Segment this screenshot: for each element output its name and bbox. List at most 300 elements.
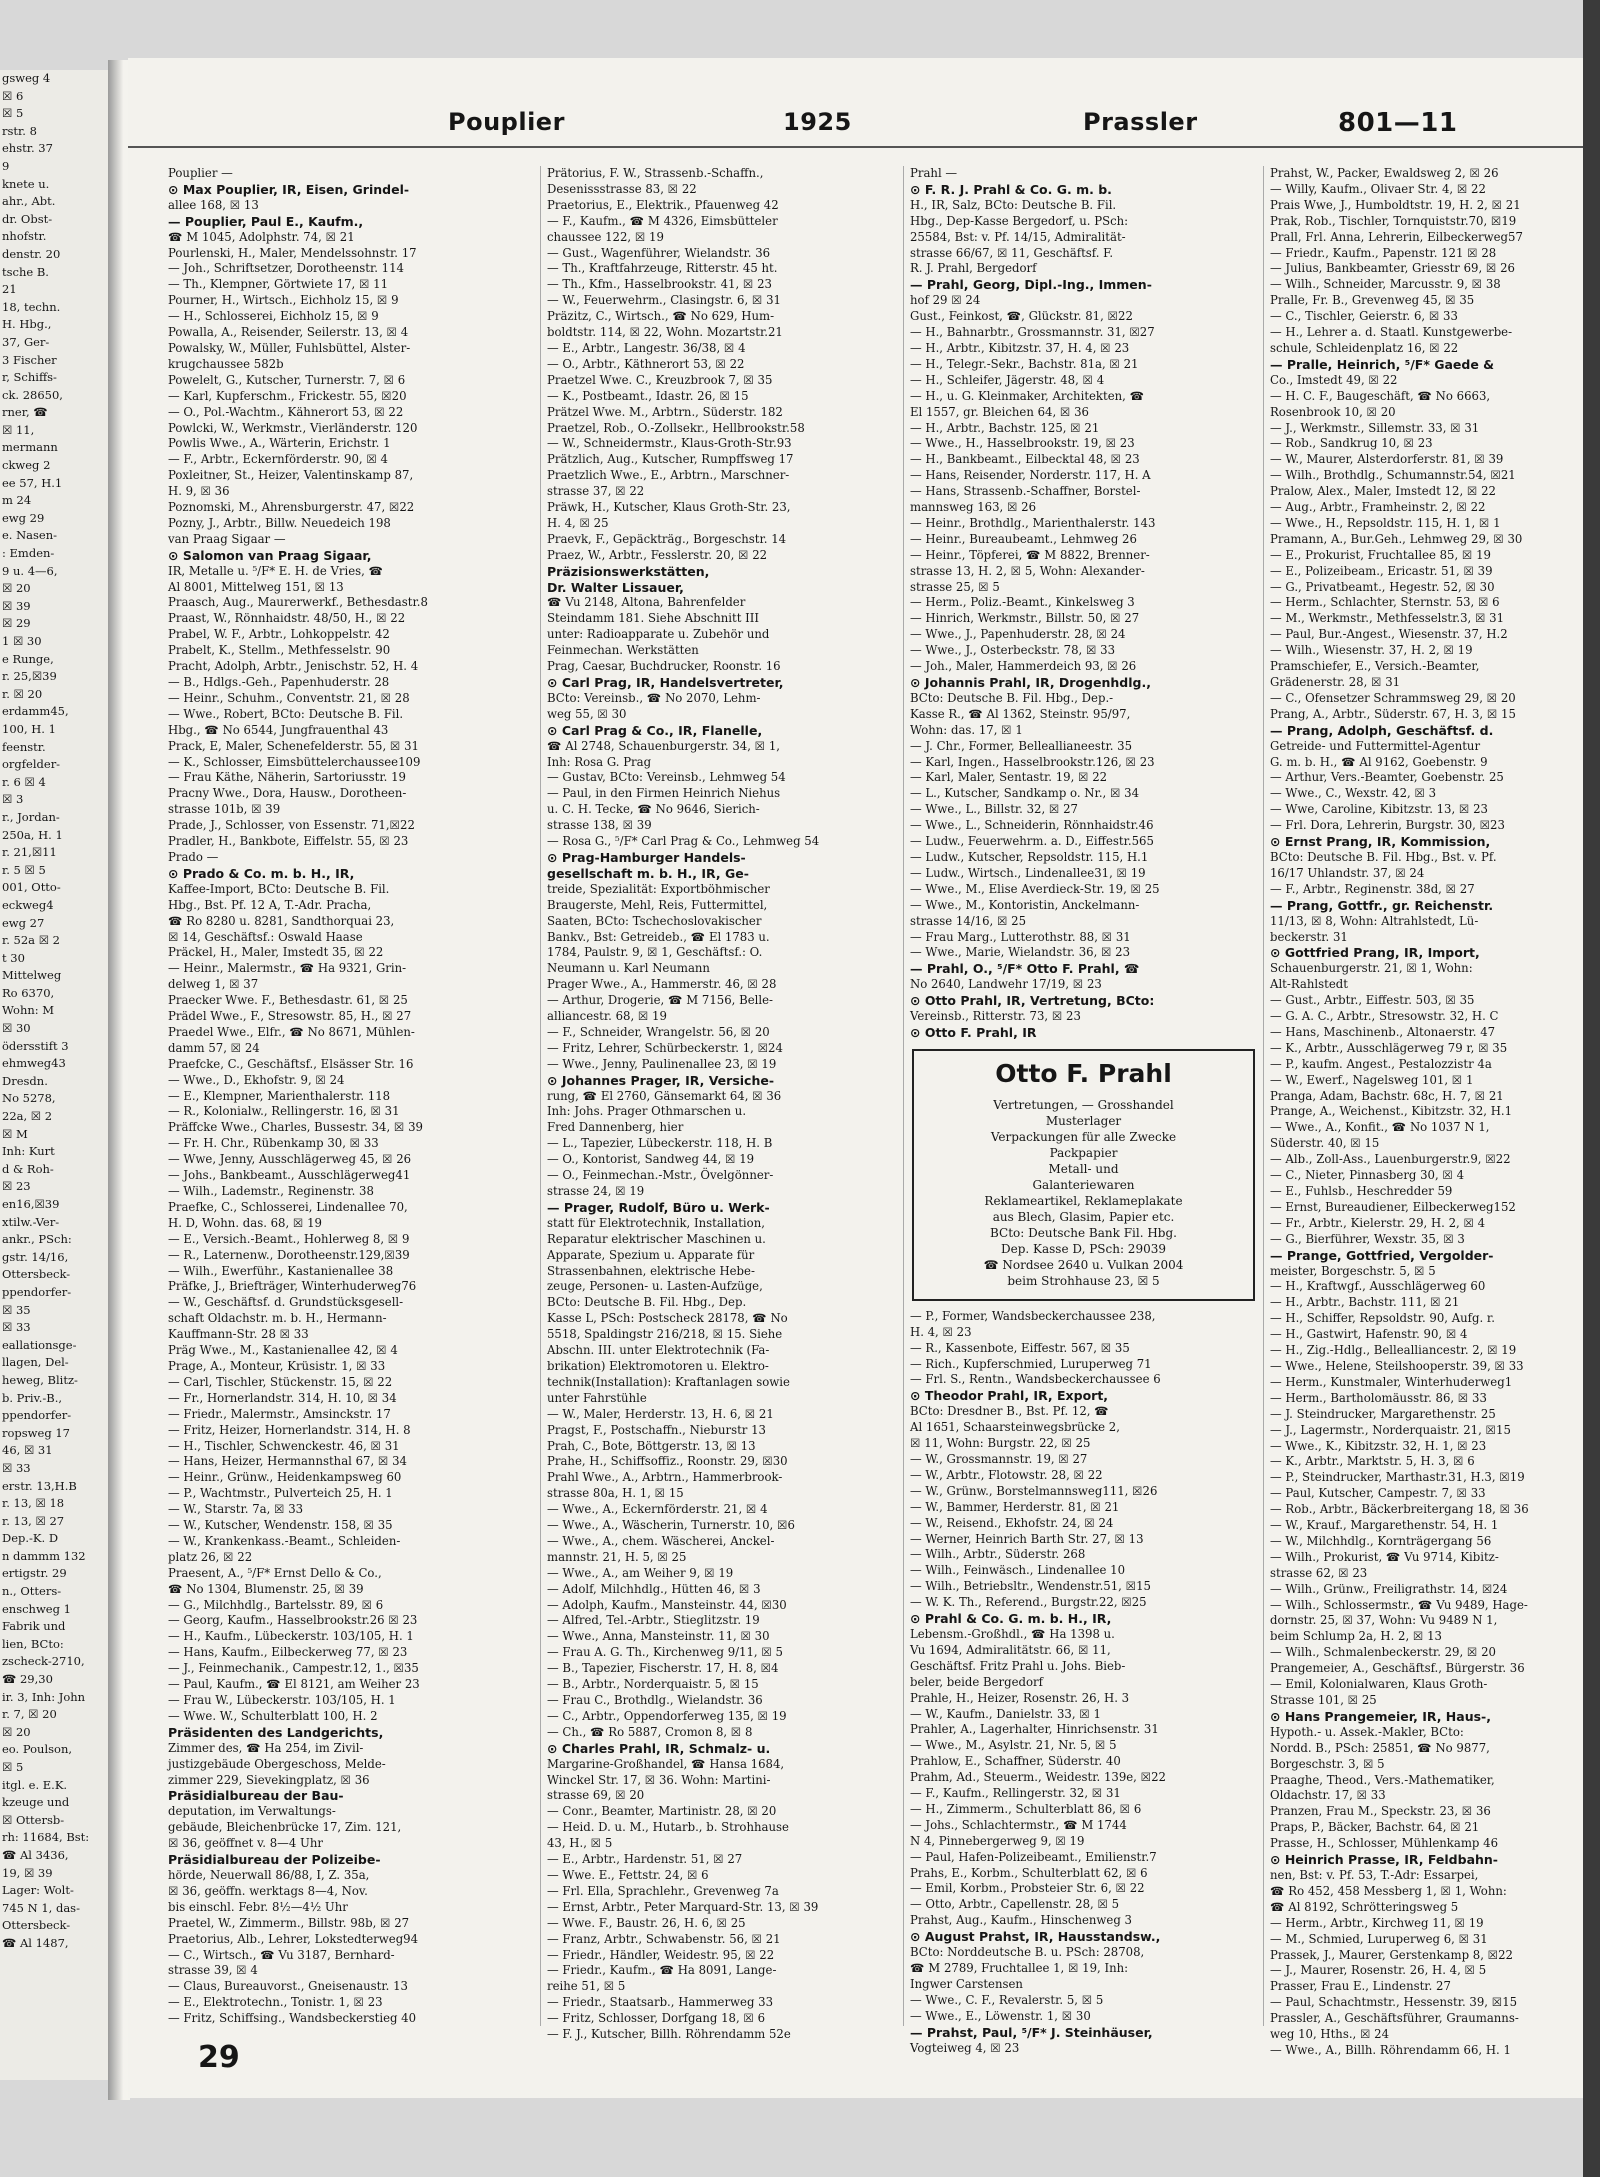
directory-entry-line: BCto: Deutsche B. Fil. Hbg., Dep.- [910, 690, 1114, 705]
directory-entry-line: ☎ Al 8192, Schrötteringsweg 5 [1270, 1899, 1459, 1914]
directory-entry-line: ⊙ August Prahst, IR, Hausstandsw., [910, 1929, 1161, 1945]
directory-entry-line: ☎ No 1304, Blumenstr. 25, ☒ 39 [168, 1581, 364, 1596]
previous-page-line: d & Roh- [2, 1161, 54, 1176]
directory-entry-line: — Karl, Maler, Sentastr. 19, ☒ 22 [910, 770, 1108, 785]
directory-entry-line: — B., Tapezier, Fischerstr. 17, H. 8, ☒4 [547, 1661, 779, 1676]
directory-entry-line: — G., Milchhdlg., Bartelsstr. 89, ☒ 6 [168, 1597, 384, 1612]
directory-entry-line: H. D, Wohn. das. 68, ☒ 19 [168, 1215, 322, 1230]
previous-page-line: ertigstr. 29 [2, 1566, 67, 1581]
directory-entry-line: Pourlenski, H., Maler, Mendelssohnstr. 17 [168, 245, 417, 260]
previous-page-line: ppendorfer- [2, 1284, 72, 1299]
directory-entry-line: — Wwe., A., Konfit., ☎ No 1037 N 1, [1270, 1120, 1490, 1135]
directory-entry-line: — H., u. G. Kleinmaker, Architekten, ☎ [910, 388, 1145, 403]
directory-entry-line: — J., Maurer, Rosenstr. 26, H. 4, ☒ 5 [1270, 1963, 1487, 1978]
directory-entry-line: meister, Borgeschstr. 5, ☒ 5 [1270, 1263, 1436, 1278]
directory-entry-line: 1784, Paulstr. 9, ☒ 1, Geschäftsf.: O. [547, 945, 763, 960]
previous-page-line: ck. 28650, [2, 387, 63, 402]
directory-entry-line: — H., Gastwirt, Hafenstr. 90, ☒ 4 [1270, 1327, 1468, 1342]
directory-entry-line: Hbg., Bst. Pf. 12 A, T.-Adr. Pracha, [168, 897, 372, 912]
advertisement-title: Otto F. Prahl [995, 1058, 1172, 1088]
directory-entry-line: Präsidialbureau der Polizeibe- [168, 1852, 381, 1868]
previous-page-line: orgfelder- [2, 757, 61, 772]
directory-entry-line: — E., Klempner, Marienthalerstr. 118 [168, 1088, 391, 1103]
previous-page-line: 21 [2, 282, 17, 297]
previous-page-line: ☒ 35 [2, 1302, 31, 1317]
directory-entry-line: — H., Schiffer, Repsoldstr. 90, Aufg. r. [1270, 1311, 1495, 1326]
previous-page-line: 745 N 1, das- [2, 1900, 80, 1915]
previous-page-line: 22a, ☒ 2 [2, 1109, 53, 1124]
directory-entry-line: — Johs., Bankbeamt., Ausschlägerweg41 [168, 1168, 411, 1183]
directory-entry-line: — W., Starstr. 7a, ☒ 33 [168, 1502, 304, 1517]
previous-page-line: ppendorfer- [2, 1408, 72, 1423]
directory-entry-line: Pramann, A., Bur.Geh., Lehmweg 29, ☒ 30 [1270, 531, 1523, 546]
directory-entry-line: Prahe, H., Schiffsoffiz., Roonstr. 29, ☒30 [547, 1454, 788, 1469]
directory-entry-line: Vogteiweg 4, ☒ 23 [910, 2040, 1020, 2055]
directory-entry-line: — Prahl, O., ⁵/F* Otto F. Prahl, ☎ [910, 961, 1140, 977]
directory-entry-line: Oldachstr. 17, ☒ 33 [1270, 1788, 1386, 1803]
directory-entry-line: dornstr. 25, ☒ 37, Wohn: Vu 9489 N 1, [1270, 1613, 1498, 1628]
directory-entry-line: 5518, Spaldingstr 216/218, ☒ 15. Siehe [547, 1327, 783, 1342]
directory-entry-line: — Herm., Arbtr., Kirchweg 11, ☒ 19 [1270, 1915, 1484, 1930]
directory-entry-line: delweg 1, ☒ 37 [168, 977, 259, 992]
directory-entry-line: — H., Schlosserei, Eichholz 15, ☒ 9 [168, 309, 379, 324]
previous-page-line: r. 6 ☒ 4 [2, 774, 46, 789]
directory-entry-line: — F., Kaufm., Rellingerstr. 32, ☒ 31 [910, 1786, 1121, 1801]
directory-entry-line: — E., Polizeibeam., Ericastr. 51, ☒ 39 [1270, 563, 1493, 578]
directory-entry-line: Al 8001, Mittelweg 151, ☒ 13 [168, 579, 344, 594]
directory-entry-line: — Frau C., Brothdlg., Wielandstr. 36 [547, 1693, 763, 1707]
directory-entry-line: Prahle, H., Heizer, Rosenstr. 26, H. 3 [910, 1690, 1130, 1705]
directory-entry-line: — Paul, Schachtmstr., Hessenstr. 39, ☒15 [1270, 1995, 1518, 2010]
directory-entry-line: Praetorius, E., Elektrik., Pfauenweg 42 [547, 197, 779, 212]
directory-entry-line: Pranzen, Frau M., Speckstr. 23, ☒ 36 [1270, 1804, 1491, 1819]
directory-entry-line: — Frl. Ella, Sprachlehr., Grevenweg 7a [547, 1883, 779, 1898]
directory-entry-line: ⊙ Max Pouplier, IR, Eisen, Grindel- [168, 181, 410, 197]
directory-entry-line: — Wwe., D., Ekhofstr. 9, ☒ 24 [168, 1072, 345, 1087]
directory-entry-line: — J., Werkmstr., Sillemstr. 33, ☒ 31 [1270, 420, 1480, 435]
header-rule [128, 146, 1588, 148]
directory-entry-line: — Th., Kraftfahrzeuge, Ritterstr. 45 ht. [547, 261, 778, 276]
previous-page-line: b. Priv.-B., [2, 1390, 63, 1405]
directory-entry-line: Pouplier — [168, 166, 233, 180]
previous-page-line: 37, Ger- [2, 334, 50, 349]
directory-entry-line: — Wwe., Anna, Mansteinstr. 11, ☒ 30 [547, 1629, 770, 1644]
previous-page-line: No 5278, [2, 1091, 56, 1106]
directory-entry-line: — Wwe., A., Eckernförderstr. 21, ☒ 4 [547, 1502, 768, 1517]
previous-page-line: r. 25,☒39 [2, 669, 57, 684]
directory-entry-line: Bankv., Bst: Getreideb., ☎ El 1783 u. [547, 929, 770, 944]
directory-entry-line: — H., Bankbeamt., Eilbecktal 48, ☒ 23 [910, 452, 1140, 467]
directory-entry-line: — H., Kaufm., Lübeckerstr. 103/105, H. 1 [168, 1629, 414, 1644]
directory-entry-line: BCto: Vereinsb., ☎ No 2070, Lehm- [547, 690, 761, 705]
directory-entry-line: — Friedr., Staatsarb., Hammerweg 33 [547, 1995, 774, 2010]
directory-entry-line: — Ernst, Bureaudiener, Eilbeckerweg152 [1270, 1199, 1516, 1214]
directory-entry-line: Apparate, Spezium u. Apparate für [547, 1247, 755, 1262]
previous-page-line: ewg 27 [2, 915, 45, 930]
advertisement-line: ☎ Nordsee 2640 u. Vulkan 2004 [983, 1257, 1184, 1272]
directory-entry-line: Präzitz, C., Wirtsch., ☎ No 629, Hum- [547, 309, 775, 324]
directory-entry-line: Powlis Wwe., A., Wärterin, Erichstr. 1 [168, 436, 391, 451]
directory-entry-line: strasse 14/16, ☒ 25 [910, 913, 1027, 928]
directory-entry-line: — Wwe., Helene, Steilshooperstr. 39, ☒ 33 [1270, 1358, 1524, 1373]
directory-entry-line: — Claus, Bureauvorst., Gneisenaustr. 13 [168, 1979, 408, 1994]
directory-entry-line: zimmer 229, Sievekingplatz, ☒ 36 [168, 1772, 370, 1787]
directory-entry-line: H. 4, ☒ 25 [547, 515, 609, 530]
directory-entry-line: — Joh., Maler, Hammerdeich 93, ☒ 26 [910, 659, 1137, 674]
column-3-entries-bottom [910, 1309, 1265, 2057]
directory-entry-line: — Paul, Kutscher, Campestr. 7, ☒ 33 [1270, 1486, 1486, 1501]
directory-entry-line: — Wwe., L., Billstr. 32, ☒ 27 [910, 802, 1078, 817]
directory-entry-line: — C., Arbtr., Oppendorferweg 135, ☒ 19 [547, 1708, 787, 1723]
previous-page-line: Wohn: M [2, 1003, 55, 1018]
previous-page-line: m 24 [2, 493, 32, 508]
directory-entry-line: bis einschl. Febr. 8½—4½ Uhr [168, 1899, 348, 1914]
directory-entry-line: Prabel, W. F., Arbtr., Lohkoppelstr. 42 [168, 627, 390, 642]
directory-entry-line: ⊙ Heinrich Prasse, IR, Feldbahn- [1270, 1852, 1498, 1868]
directory-entry-line: — B., Arbtr., Norderquaistr. 5, ☒ 15 [547, 1677, 759, 1692]
directory-entry-line: — Wwe., Marie, Wielandstr. 36, ☒ 23 [910, 945, 1131, 960]
directory-entry-line: — Paul, Hafen-Polizeibeamt., Emilienstr.7 [910, 1849, 1157, 1864]
previous-page-line: Inh: Kurt [2, 1144, 55, 1159]
directory-entry-line: — H., Kraftwgf., Ausschlägerweg 60 [1270, 1279, 1486, 1294]
directory-entry-line: H. 9, ☒ 36 [168, 484, 230, 499]
advertisement-line: Musterlager [1045, 1113, 1122, 1128]
directory-entry-line: — H., Arbtr., Kibitzstr. 37, H. 4, ☒ 23 [910, 340, 1130, 355]
directory-entry-line: Lebensm.-Großhdl., ☎ Ha 1398 u. [910, 1626, 1115, 1641]
directory-entry-line: — E., Arbtr., Hardenstr. 51, ☒ 27 [547, 1852, 743, 1867]
directory-entry-line: Praaghe, Theod., Vers.-Mathematiker, [1270, 1772, 1495, 1787]
previous-page-line: r. 13, ☒ 18 [2, 1496, 65, 1511]
directory-entry-line: ⊙ Prag-Hamburger Handels- [547, 849, 746, 865]
directory-entry-line: Prall, Frl. Anna, Lehrerin, Eilbeckerweg57 [1270, 229, 1523, 244]
directory-entry-line: — B., Hdlgs.-Geh., Papenhuderstr. 28 [168, 675, 390, 689]
directory-entry-line: — Paul, in den Firmen Heinrich Niehus [547, 786, 781, 801]
directory-entry-line: — W., Feuerwehrm., Clasingstr. 6, ☒ 31 [547, 293, 781, 308]
directory-entry-line: Prädel Wwe., F., Stresowstr. 85, H., ☒ 27 [168, 1009, 412, 1024]
directory-entry-line: Prahl — [910, 166, 958, 180]
directory-entry-line: — Prager, Rudolf, Büro u. Werk- [547, 1199, 770, 1215]
directory-entry-line: Strasse 101, ☒ 25 [1270, 1693, 1377, 1707]
previous-page-line: rner, ☎ [2, 405, 48, 420]
directory-entry-line: van Praag Sigaar — [168, 531, 286, 546]
previous-page-line: Ro 6370, [2, 985, 55, 1000]
directory-entry-line: Praetorius, Alb., Lehrer, Lokstedterweg94 [168, 1931, 419, 1946]
directory-entry-line: ⊙ Prahl & Co. G. m. b. H., IR, [910, 1611, 1112, 1627]
previous-page-line: ☎ Al 1487, [2, 1935, 69, 1950]
directory-entry-line: strasse 138, ☒ 39 [547, 818, 652, 833]
directory-entry-line: Prangemeier, A., Geschäftsf., Bürgerstr. 36 [1270, 1661, 1525, 1676]
previous-page-line: ☒ Ottersb- [2, 1812, 65, 1827]
directory-entry-line: — Fritz, Heizer, Hornerlandstr. 314, H. 8 [168, 1422, 411, 1437]
directory-entry-line: — Wwe. W., Schulterblatt 100, H. 2 [168, 1708, 378, 1723]
previous-page-line: 1 ☒ 30 [2, 634, 42, 648]
directory-entry-line: — J., Feinmechanik., Campestr.12, 1., ☒35 [168, 1661, 419, 1676]
previous-page-line: erdamm45, [2, 704, 69, 719]
directory-entry-line: Neumann u. Karl Neumann [547, 961, 710, 976]
directory-entry-line: — H., Telegr.-Sekr., Bachstr. 81a, ☒ 21 [910, 356, 1139, 371]
previous-page-line: ehstr. 37 [2, 141, 53, 156]
directory-entry-line: — Heinr., Töpferei, ☎ M 8822, Brenner- [910, 547, 1150, 562]
directory-entry-line: Co., Imstedt 49, ☒ 22 [1270, 372, 1398, 387]
directory-entry-line: ☒ 36, geöffnet v. 8—4 Uhr [168, 1836, 323, 1851]
directory-entry-line: — O., Arbtr., Käthnerort 53, ☒ 22 [547, 356, 745, 371]
directory-entry-line: Prahl Wwe., A., Arbtrn., Hammerbrook- [547, 1470, 783, 1485]
previous-page-line: Ottersbeck- [2, 1267, 71, 1282]
directory-entry-line: Präffcke Wwe., Charles, Bussestr. 34, ☒ 39 [168, 1120, 423, 1135]
directory-entry-line: — Wilh., Lademstr., Reginenstr. 38 [168, 1184, 374, 1198]
directory-entry-line: — W., Geschäftsf. d. Grundstücksgesell- [168, 1295, 404, 1310]
directory-entry-line: — Hans, Kaufm., Eilbeckerweg 77, ☒ 23 [168, 1645, 408, 1660]
previous-page-line: ☒ 3 [2, 792, 24, 807]
directory-entry-line: — H., Zimmerm., Schulterblatt 86, ☒ 6 [910, 1801, 1142, 1816]
directory-entry-line: platz 26, ☒ 22 [168, 1549, 253, 1564]
previous-page-line: mermann [2, 440, 58, 455]
directory-entry-line: Kaffee-Import, BCto: Deutsche B. Fil. [168, 881, 390, 896]
previous-page-line: H. Hbg., [2, 317, 52, 332]
previous-page-line: Ottersbeck- [2, 1918, 71, 1933]
directory-entry-line: — Th., Klempner, Görtwiete 17, ☒ 11 [168, 277, 389, 292]
directory-entry-line: Präsidialbureau der Bau- [168, 1788, 344, 1804]
directory-entry-line: — Prahl, Georg, Dipl.-Ing., Immen- [910, 277, 1152, 293]
previous-page-line: ahr., Abt. [2, 194, 56, 209]
directory-entry-line: — Alfred, Tel.-Arbtr., Stieglitzstr. 19 [547, 1613, 760, 1628]
previous-page-line: ☒ 33 [2, 1460, 31, 1475]
directory-entry-line: Winckel Str. 17, ☒ 36. Wohn: Martini- [547, 1772, 771, 1787]
directory-entry-line: Prah, C., Bote, Böttgerstr. 13, ☒ 13 [547, 1438, 756, 1453]
advertisement-box [912, 1049, 1255, 1301]
directory-entry-line: strasse 39, ☒ 4 [168, 1963, 258, 1978]
directory-entry-line: — O., Kontorist, Sandweg 44, ☒ 19 [547, 1152, 755, 1167]
page-number: 29 [198, 2040, 240, 2075]
directory-entry-line: — Adolf, Milchhdlg., Hütten 46, ☒ 3 [547, 1581, 761, 1596]
directory-entry-line: chaussee 122, ☒ 19 [547, 229, 664, 244]
directory-entry-line: — Wwe., M., Kontoristin, Anckelmann- [910, 897, 1140, 912]
directory-entry-line: — Frau Käthe, Näherin, Sartoriusstr. 19 [168, 770, 406, 785]
directory-entry-line: — Wwe., E., Löwenstr. 1, ☒ 30 [910, 2008, 1091, 2023]
directory-entry-line: — K., Postbeamt., Idastr. 26, ☒ 15 [547, 388, 749, 403]
directory-entry-line: — Julius, Bankbeamter, Griesstr 69, ☒ 26 [1270, 261, 1515, 276]
directory-entry-line: — G. A. C., Arbtr., Stresowstr. 32, H. C [1270, 1009, 1499, 1024]
directory-entry-line: Prabelt, K., Stellm., Methfesselstr. 90 [168, 643, 391, 658]
directory-entry-line: — Herm., Bartholomäusstr. 86, ☒ 33 [1270, 1390, 1487, 1405]
directory-entry-line: krugchaussee 582b [168, 356, 284, 371]
previous-page-line: Fabrik und [2, 1619, 66, 1634]
directory-entry-line: hof 29 ☒ 24 [910, 293, 981, 308]
column-2 [540, 166, 902, 2042]
directory-entry-line: — W., Krankenkass.-Beamt., Schleiden- [168, 1533, 401, 1548]
directory-entry-line: Praedel Wwe., Elfr., ☎ No 8671, Mühlen- [168, 1024, 415, 1039]
previous-page-line: eckweg4 [2, 897, 54, 912]
previous-page-line: r. 21,☒11 [2, 845, 57, 860]
directory-entry-line: Getreide- und Futtermittel-Agentur [1270, 738, 1481, 753]
previous-page-line: e Runge, [2, 651, 54, 666]
directory-entry-line: — J. Chr., Former, Belleallianeestr. 35 [910, 738, 1133, 753]
directory-entry-line: — W., Schneidermstr., Klaus-Groth-Str.93 [547, 436, 792, 451]
directory-entry-line: Saaten, BCto: Tschechoslovakischer [547, 913, 762, 928]
directory-entry-line: Praetzlich Wwe., E., Arbtrn., Marschner- [547, 468, 790, 483]
previous-page-line: r. 5 ☒ 5 [2, 862, 46, 877]
directory-entry-line: — Friedr., Händler, Weidestr. 95, ☒ 22 [547, 1947, 775, 1962]
directory-entry-line: — E., Prokurist, Fruchtallee 85, ☒ 19 [1270, 547, 1491, 562]
directory-entry-line: — F., Kaufm., ☎ M 4326, Eimsbütteler [547, 213, 778, 228]
directory-entry-line: — O., Feinmechan.-Mstr., Övelgönner- [547, 1168, 774, 1183]
advertisement-line: Packpapier [1049, 1145, 1118, 1160]
previous-page-line: 9 [2, 158, 10, 173]
directory-entry-line: Prag, Caesar, Buchdrucker, Roonstr. 16 [547, 659, 781, 674]
directory-entry-line: allee 168, ☒ 13 [168, 197, 259, 212]
directory-entry-line: — Heinr., Brothdlg., Marienthalerstr. 143 [910, 515, 1156, 530]
directory-entry-line: ⊙ Otto Prahl, IR, Vertretung, BCto: [910, 993, 1155, 1009]
directory-entry-line: strasse 80a, H. 1, ☒ 15 [547, 1486, 684, 1501]
directory-entry-line: — Wilh., Prokurist, ☎ Vu 9714, Kibitz- [1270, 1549, 1499, 1564]
directory-entry-line: Hbg., Dep-Kasse Bergedorf, u. PSch: [910, 213, 1129, 228]
column-3 [903, 166, 1265, 2055]
directory-entry-line: — H., Arbtr., Bachstr. 125, ☒ 21 [910, 420, 1100, 435]
previous-page-line: rstr. 8 [2, 123, 37, 138]
previous-page-line: xtilw.-Ver- [2, 1214, 60, 1229]
directory-entry-line: Prätzel Wwe. M., Arbtrn., Süderstr. 182 [547, 404, 783, 419]
previous-page-line: ☒ 20 [2, 1724, 31, 1739]
page-header [128, 98, 1588, 150]
directory-entry-line: — Wwe., A., Billh. Röhrendamm 66, H. 1 [1270, 2042, 1511, 2057]
previous-page-line: 250a, H. 1 [2, 827, 63, 842]
directory-entry-line: treide, Spezialität: Exportböhmischer [547, 881, 770, 896]
directory-entry-line: — E., Elektrotechn., Tonistr. 1, ☒ 23 [168, 1995, 383, 2010]
directory-entry-line: — Franz, Arbtr., Schwabenstr. 56, ☒ 21 [547, 1931, 781, 1946]
directory-entry-line: gesellschaft m. b. H., IR, Ge- [547, 865, 749, 881]
directory-entry-line: — Wilh., Feinwäsch., Lindenallee 10 [910, 1563, 1126, 1578]
directory-entry-line: Prahler, A., Lagerhalter, Hinrichsenstr. 31 [910, 1722, 1159, 1737]
directory-entry-line: zeuge, Personen- u. Lasten-Aufzüge, [547, 1279, 763, 1294]
previous-page-line: llagen, Del- [2, 1355, 69, 1370]
directory-entry-line: — Wilh., Schneider, Marcusstr. 9, ☒ 38 [1270, 277, 1501, 292]
directory-entry-line: — K., Schlosser, Eimsbüttelerchaussee109 [168, 754, 421, 769]
directory-entry-line: — E., Arbtr., Langestr. 36/38, ☒ 4 [547, 340, 746, 355]
directory-entry-line: — J. Steindrucker, Margarethenstr. 25 [1270, 1406, 1496, 1421]
directory-entry-line: Praefke, C., Schlosserei, Lindenallee 70, [168, 1199, 408, 1214]
directory-entry-line: — G., Privatbeamt., Hegestr. 52, ☒ 30 [1270, 579, 1495, 594]
directory-entry-line: — Paul, Bur.-Angest., Wiesenstr. 37, H.2 [1270, 627, 1508, 642]
directory-entry-line: ⊙ Johannes Prager, IR, Versiche- [547, 1072, 775, 1088]
directory-entry-line: — W., Grossmannstr. 19, ☒ 27 [910, 1452, 1088, 1466]
previous-page-line: eallationsge- [2, 1337, 77, 1352]
directory-entry-line: Prager Wwe., A., Hammerstr. 46, ☒ 28 [547, 977, 777, 992]
previous-page-line: ☒ 33 [2, 1320, 31, 1335]
directory-entry-line: nen, Bst: v. Pf. 53, T.-Adr: Essarpei, [1270, 1867, 1479, 1882]
directory-entry-line: — C., Tischler, Geierstr. 6, ☒ 33 [1270, 309, 1458, 324]
directory-entry-line: Powlcki, W., Werkmstr., Vierländerstr. 120 [168, 420, 418, 435]
directory-entry-line: — P., Steindrucker, Marthastr.31, H.3, ☒19 [1270, 1470, 1525, 1485]
directory-entry-line: Prange, A., Weichenst., Kibitzstr. 32, H.1 [1270, 1104, 1513, 1119]
previous-page-line: ckweg 2 [2, 458, 51, 473]
directory-entry-line: — Herm., Kunstmaler, Winterhuderweg1 [1270, 1374, 1513, 1389]
directory-entry-line: technik(Installation): Kraftanlagen sowie [547, 1374, 790, 1389]
directory-entry-line: Praevk, F., Gepäckträg., Borgeschstr. 14 [547, 531, 787, 546]
directory-entry-line: — Wwe., A., am Weiher 9, ☒ 19 [547, 1565, 734, 1580]
directory-entry-line: weg 55, ☒ 30 [547, 706, 627, 721]
directory-entry-line: — Frl. Dora, Lehrerin, Burgstr. 30, ☒23 [1270, 818, 1505, 833]
directory-entry-line: — M., Schmied, Luruperweg 6, ☒ 31 [1270, 1931, 1488, 1946]
directory-entry-line: Vu 1694, Admiralitätstr. 66, ☒ 11, [910, 1642, 1111, 1657]
previous-page-line: ropsweg 17 [2, 1425, 70, 1440]
directory-entry-line: — Wwe., Jenny, Paulinenallee 23, ☒ 19 [547, 1056, 777, 1071]
directory-entry-line: beckerstr. 31 [1270, 929, 1348, 944]
directory-entry-line: Hbg., ☎ No 6544, Jungfrauenthal 43 [168, 722, 389, 737]
previous-page-line: ☒ 20 [2, 581, 31, 596]
directory-entry-line: reihe 51, ☒ 5 [547, 1979, 626, 1994]
directory-entry-line: unter Fahrstühle [547, 1390, 647, 1405]
previous-page-line: r, Schiffs- [2, 370, 57, 385]
directory-entry-line: ☎ Ro 8280 u. 8281, Sandthorquai 23, [168, 913, 395, 928]
directory-entry-line: Feinmechan. Werkstätten [547, 643, 699, 658]
previous-page-line: eo. Poulson, [2, 1742, 73, 1757]
directory-entry-line: — Prange, Gottfried, Vergolder- [1270, 1247, 1494, 1263]
directory-entry-line: — Wwe, Jenny, Ausschlägerweg 45, ☒ 26 [168, 1152, 412, 1167]
previous-page-line: itgl. e. E.K. [2, 1777, 68, 1792]
directory-entry-line: — Adolph, Kaufm., Mansteinstr. 44, ☒30 [547, 1597, 787, 1612]
directory-entry-line: — W., Krauf., Margarethenstr. 54, H. 1 [1270, 1518, 1499, 1533]
directory-entry-line: — Fr., Hornerlandstr. 314, H. 10, ☒ 34 [168, 1390, 397, 1405]
previous-page-line: 100, H. 1 [2, 721, 56, 736]
directory-entry-line: rung, ☎ El 2760, Gänsemarkt 64, ☒ 36 [547, 1088, 782, 1103]
directory-entry-line: — Heinr., Malermstr., ☎ Ha 9321, Grin- [168, 961, 407, 976]
directory-entry-line: Prahst, Aug., Kaufm., Hinschenweg 3 [910, 1913, 1132, 1928]
directory-entry-line: — O., Pol.-Wachtm., Kähnerort 53, ☒ 22 [168, 404, 404, 419]
directory-entry-line: ☒ 14, Geschäftsf.: Oswald Haase [168, 929, 363, 944]
previous-page-line: ankr., PSch: [2, 1232, 72, 1247]
previous-page-line: gsweg 4 [2, 71, 51, 85]
directory-entry-line: — W., Reisend., Ekhofstr. 24, ☒ 24 [910, 1515, 1114, 1530]
previous-page-line: lien, BCto: [2, 1636, 64, 1651]
directory-entry-line: — H., Arbtr., Bachstr. 111, ☒ 21 [1270, 1295, 1460, 1310]
directory-entry-line: — Wwe., J., Papenhuderstr. 28, ☒ 24 [910, 627, 1126, 642]
header-left-name: Pouplier [448, 108, 565, 136]
directory-entry-line: — Rob., Sandkrug 10, ☒ 23 [1270, 436, 1433, 451]
directory-page [128, 58, 1588, 2098]
directory-entry-line: — Fritz, Schlosser, Dorfgang 18, ☒ 6 [547, 2011, 766, 2026]
advertisement-line: Reklameartikel, Reklameplakate [984, 1193, 1183, 1208]
previous-page-line: Dep.-K. D [2, 1531, 59, 1546]
directory-entry-line: Gust., Feinkost, ☎, Glückstr. 81, ☒22 [910, 309, 1133, 324]
directory-entry-line: — Pralle, Heinrich, ⁵/F* Gaede & [1270, 356, 1495, 372]
directory-entry-line: Praetzel Wwe. C., Kreuzbrook 7, ☒ 35 [547, 372, 773, 387]
directory-entry-line: — W., Grünw., Borstelmannsweg111, ☒26 [910, 1483, 1158, 1498]
previous-page-line: r., Jordan- [2, 809, 60, 824]
directory-entry-line: beler, beide Bergedorf [910, 1674, 1043, 1689]
directory-entry-line: — W., Arbtr., Flotowstr. 28, ☒ 22 [910, 1467, 1103, 1482]
advertisement-line: Verpackungen für alle Zwecke [990, 1129, 1177, 1144]
directory-entry-line: — W., Ewerf., Nagelsweg 101, ☒ 1 [1270, 1072, 1474, 1087]
previous-page-line: r. 52a ☒ 2 [2, 933, 60, 948]
directory-entry-line: — W. K. Th., Referend., Burgstr.22, ☒25 [910, 1595, 1147, 1610]
previous-page-line: ☒ 39 [2, 598, 31, 613]
directory-entry-line: deputation, im Verwaltungs- [168, 1804, 336, 1819]
directory-entry-line: Präzisionswerkstätten, [547, 563, 710, 579]
previous-page-line: feenstr. [2, 739, 46, 754]
directory-entry-line: — Joh., Schriftsetzer, Dorotheenstr. 114 [168, 261, 404, 276]
directory-entry-line: ⊙ F. R. J. Prahl & Co. G. m. b. [910, 181, 1112, 197]
directory-entry-line: — Wwe. F., Baustr. 26, H. 6, ☒ 25 [547, 1915, 746, 1930]
directory-entry-line: Prahlow, E., Schaffner, Süderstr. 40 [910, 1754, 1121, 1769]
directory-entry-line: 16/17 Uhlandstr. 37, ☒ 24 [1270, 865, 1425, 880]
previous-page-line: 46, ☒ 31 [2, 1443, 53, 1458]
directory-entry-line: Präfke, J., Briefträger, Winterhuderweg76 [168, 1279, 417, 1294]
previous-page-line: r. ☒ 20 [2, 686, 43, 701]
directory-entry-line: — Wilh., Betriebsltr., Wendenstr.51, ☒15 [910, 1579, 1151, 1594]
directory-entry-line: — Fr., Arbtr., Kielerstr. 29, H. 2, ☒ 4 [1270, 1215, 1486, 1230]
previous-page-line: denstr. 20 [2, 246, 61, 261]
directory-entry-line: Desenissstrasse 83, ☒ 22 [547, 181, 697, 196]
